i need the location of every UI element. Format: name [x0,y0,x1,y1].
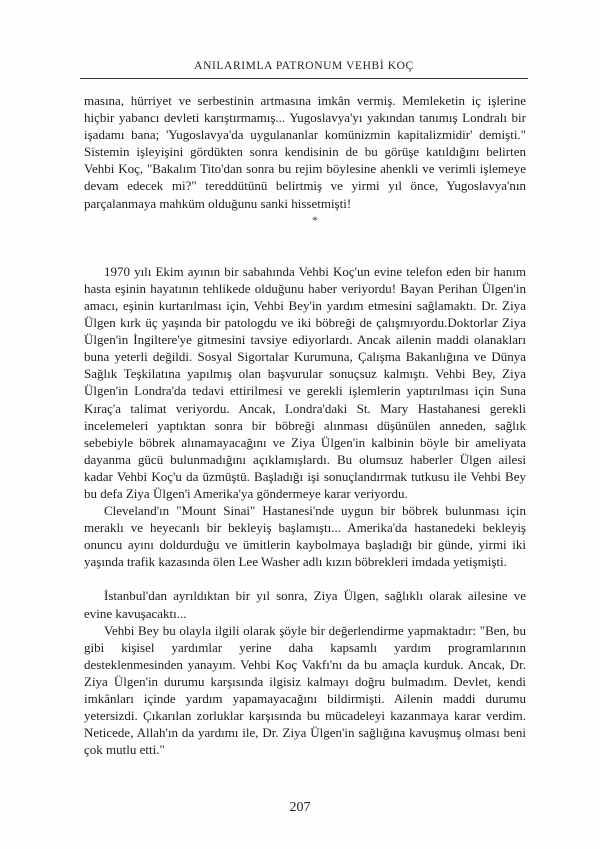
running-head: ANILARIMLA PATRONUM VEHBİ KOÇ [194,60,414,72]
section-separator: * [312,212,318,227]
paragraph-continuation: masına, hürriyet ve serbestinin artmasına imkân vermiş. Memleketin iç işlerine hiçbir yabancı devleti karıştırmamış... Yugoslavya'yı yakından tanımış Londralı bir işadamı bana; 'Yugoslavya'da uygulananlar komünizmin kapitalizmidir' demişti." Sistemin işleyişini gördükten sonra kendisinin de bu görüşe katıldığını belirten Vehbi Koç, "Bakalım Tito'dan sonra bu rejim böylesine ahenkli ve verimli işlemeye devam edecek mi?" tereddütünü belirtmiş ve yirmi yıl önce, Yugoslavya'nın parçalanmaya mahküm olduğunu sanki hissetmişti! [84,93,526,211]
paragraph-quote: Vehbi Bey bu olayla ilgili olarak şöyle bir değerlendirme yapmaktadır: "Ben, bu gibi kişisel yardımlar yerine daha kapsamlı yardım programlarının desteklenmesinden yanayım. Vehbi Koç Vakfı'nı da bu amaçla kurduk. Ancak, Dr. Ziya Ülgen'in durumu karşısında ilgisiz kalmayı doğru bulmadım. Devlet, kendi imkânları içinde yardım yapamayacağını bildirmişti. Ailenin maddi durumu yetersizdi. Çıkarılan zorluklar karşısında bu mücadeleyi kazanmaya karar verdim. Neticede, Allah'ın da yardımı ile, Dr. Ziya Ülgen'in sağlığına kavuşmuş olması beni çok mutlu etti." [84,622,526,758]
header-rule [80,78,528,79]
paragraph-return-home: İstanbul'dan ayrıldıktan bir yıl sonra, Ziya Ülgen, sağlıklı olarak ailesine ve evine kavuşacaktı... [84,588,526,621]
paragraph-mount-sinai: Cleveland'ın "Mount Sinai" Hastanesi'nde uygun bir böbrek bulunması için meraklı ve heyecanlı bir bekleyiş başlamıştı... Amerika'da hastanedeki bekleyiş onuncu ayını doldurduğu ve ümitlerin kaybolmaya başladığı bir günde, yirmi iki yaşında trafik kazasında ölen Lee Washer adlı kızın böbrekleri imdada yetişmişti. [84,503,526,570]
page-number: 207 [289,800,311,815]
page-body [84,92,526,758]
paragraph-kidney-story: 1970 yılı Ekim ayının bir sabahında Vehbi Koç'un evine telefon eden bir hanım hasta eşinin hayatının tehlikede olduğunu haber veriyordu! Bayan Perihan Ülgen'in amacı, eşinin kurtarılması için, Vehbi Bey'in yardım etmesini sağlamaktı. Dr. Ziya Ülgen kırk üç yaşında bir patologdu ve iki böbreği de çalışmıyordu.Doktorlar Ziya Ülgen'in İngiltere'ye gitmesini tavsiye ediyorlardı. Ancak ailenin maddi olanakları buna yeterli değildi. Sosyal Sigortalar Kurumuna, Çalışma Bakanlığına ve Dünya Sağlık Teşkilatına yapılmış olan başvurular sonuçsuz kalmıştı. Vehbi Bey, Ziya Ülgen'in Londra'da tedavi ettirilmesi ve gerekli işlemlerin yaptırılması için Suna Kıraç'a talimat veriyordu. Ancak, Londra'daki St. Mary Hastahanesi gerekli incelemeleri yaptıktan sonra bir böbreği alınması düşünülen anneden, sağlık sebebiyle böbrek alınamayacağını ve Ziya Ülgen'in kalbinin böyle bir ameliyata dayanma gücü bulunmadığını açıklamışlardı. Bu olumsuz haberler Ülgen ailesi kadar Vehbi Koç'u da üzmüştü. Başladığı işi sonuçlandırmak tutkusu ile Vehbi Bey bu defa Ziya Ülgen'i Amerika'ya göndermeye karar veriyordu. [84,263,526,501]
